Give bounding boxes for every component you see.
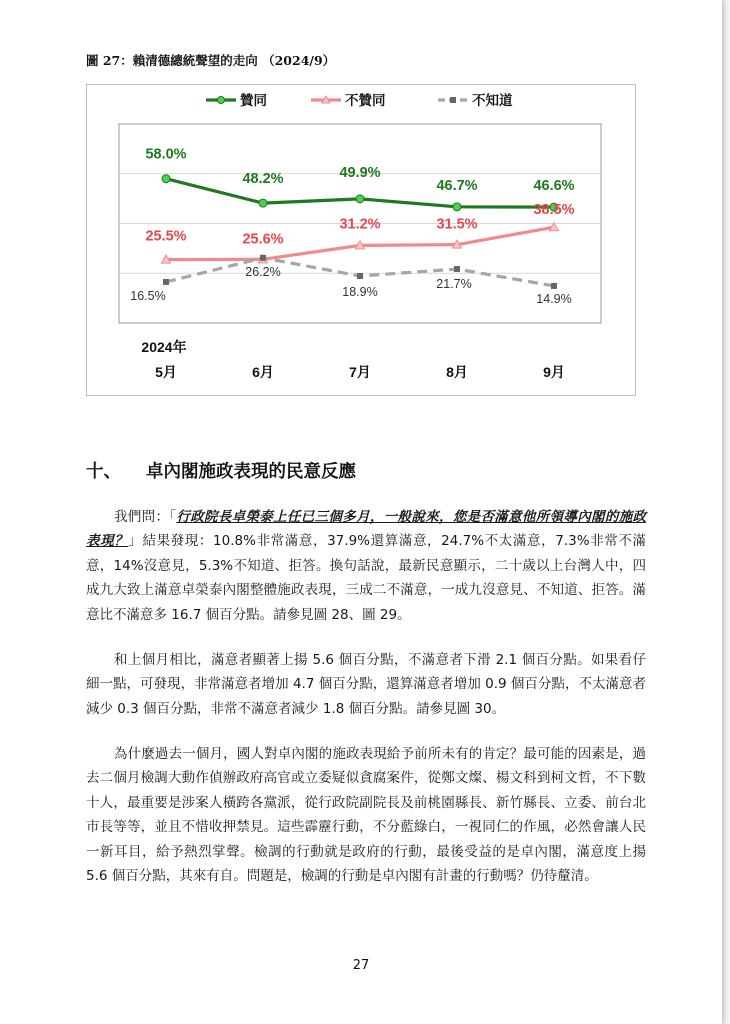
- data-label: 46.6%: [533, 178, 575, 195]
- legend-label: 不知道: [472, 93, 513, 109]
- data-label: 31.5%: [436, 216, 478, 233]
- legend-label: 不贊同: [345, 93, 386, 109]
- data-label: 48.2%: [242, 171, 284, 188]
- section-title: 卓內閣施政表現的民意反應: [146, 462, 356, 482]
- unknown-point: [551, 283, 557, 289]
- unknown-point: [260, 255, 266, 261]
- survey-question: 行政院長卓榮泰上任已三個多月，一般說來，您是否滿意他所領導內閣的施政表現？: [86, 509, 647, 550]
- legend-label: 贊同: [240, 93, 267, 109]
- data-label: 16.5%: [130, 288, 166, 303]
- data-label: 31.2%: [339, 216, 381, 233]
- approve-point: [356, 195, 364, 203]
- approve-point: [453, 203, 461, 211]
- approval-line-chart: [86, 84, 636, 396]
- x-tick-label: 9月: [543, 364, 565, 380]
- x-tick-label: 5月: [155, 364, 177, 380]
- data-label: 25.5%: [145, 228, 187, 245]
- data-label: 25.6%: [242, 231, 284, 248]
- data-label: 21.7%: [436, 277, 472, 292]
- x-tick-label: 7月: [349, 364, 371, 380]
- paragraph-3: 為什麼過去一個月，國人對卓內閣的施政表現給予前所未有的肯定？最可能的因素是，過去二個月檢調大動作偵辦政府高官或立委疑似貪腐案件，從鄭文燦、楊文科到柯文哲，不下數十人，最重要是涉案人橫跨各黨派，從行政院副院長及前桃園縣長、新竹縣長、立委、前台北市長等等，並且不惜收押禁見。這些霹靂行動，不分藍綠白，一視同仁的作風，必然會讓人民一新耳目，給予熱烈掌聲。檢調的行動就是政府的行動，最後受益的是卓內閣，滿意度上揚 5.6 個百分點，其來有自。問題是，檢調的行動是卓內閣有計畫的行動嗎？仍待釐清。: [86, 746, 646, 885]
- data-label: 14.9%: [536, 291, 572, 306]
- data-label: 26.2%: [245, 264, 281, 279]
- data-label: 18.9%: [342, 284, 378, 299]
- paragraph-1-rest: 」結果發現：10.8%非常滿意，37.9%還算滿意，24.7%不太滿意，7.3%非常不滿意，14%沒意見，5.3%不知道、拒答。換句話說，最新民意顯示，二十歲以上台灣人中，四成九大致上滿意卓榮泰內閣整體施政表現，三成二不滿意，一成九沒意見、不知道、拒答。滿意比不滿意多 16.7 個百分點。請參見圖 28、圖 29。: [86, 533, 646, 623]
- paragraph-2: 和上個月相比，滿意者顯著上揚 5.6 個百分點，不滿意者下滑 2.1 個百分點。如果看仔細一點，可發現，非常滿意者增加 4.7 個百分點，還算滿意者增加 0.9 個百分點，不太滿意者減少 0.3 個百分點，非常不滿意者減少 1.8 個百分點。請參見圖 30。: [86, 652, 646, 717]
- unknown-point: [357, 273, 363, 279]
- data-label: 46.7%: [436, 177, 478, 194]
- unknown-point: [454, 266, 460, 272]
- data-label: 38.5%: [533, 202, 575, 219]
- legend-marker: [450, 97, 456, 103]
- unknown-point: [163, 279, 169, 285]
- paragraph-1: [86, 505, 646, 627]
- approve-point: [259, 199, 267, 207]
- figure-caption: 圖 27：賴清德總統聲望的走向 （2024/9）: [86, 53, 336, 68]
- legend-marker: [218, 97, 225, 104]
- section-heading: [86, 458, 356, 483]
- data-label: 58.0%: [145, 146, 187, 163]
- approve-point: [162, 175, 170, 183]
- chart-svg: [86, 84, 636, 396]
- data-label: 49.9%: [339, 164, 381, 181]
- paragraph-1-lead: 我們問：「: [114, 509, 177, 525]
- section-number: 十、: [86, 462, 121, 482]
- year-label: 2024年: [141, 339, 187, 355]
- page-number: 27: [352, 958, 370, 973]
- x-tick-label: 8月: [446, 364, 468, 380]
- x-tick-label: 6月: [252, 364, 274, 380]
